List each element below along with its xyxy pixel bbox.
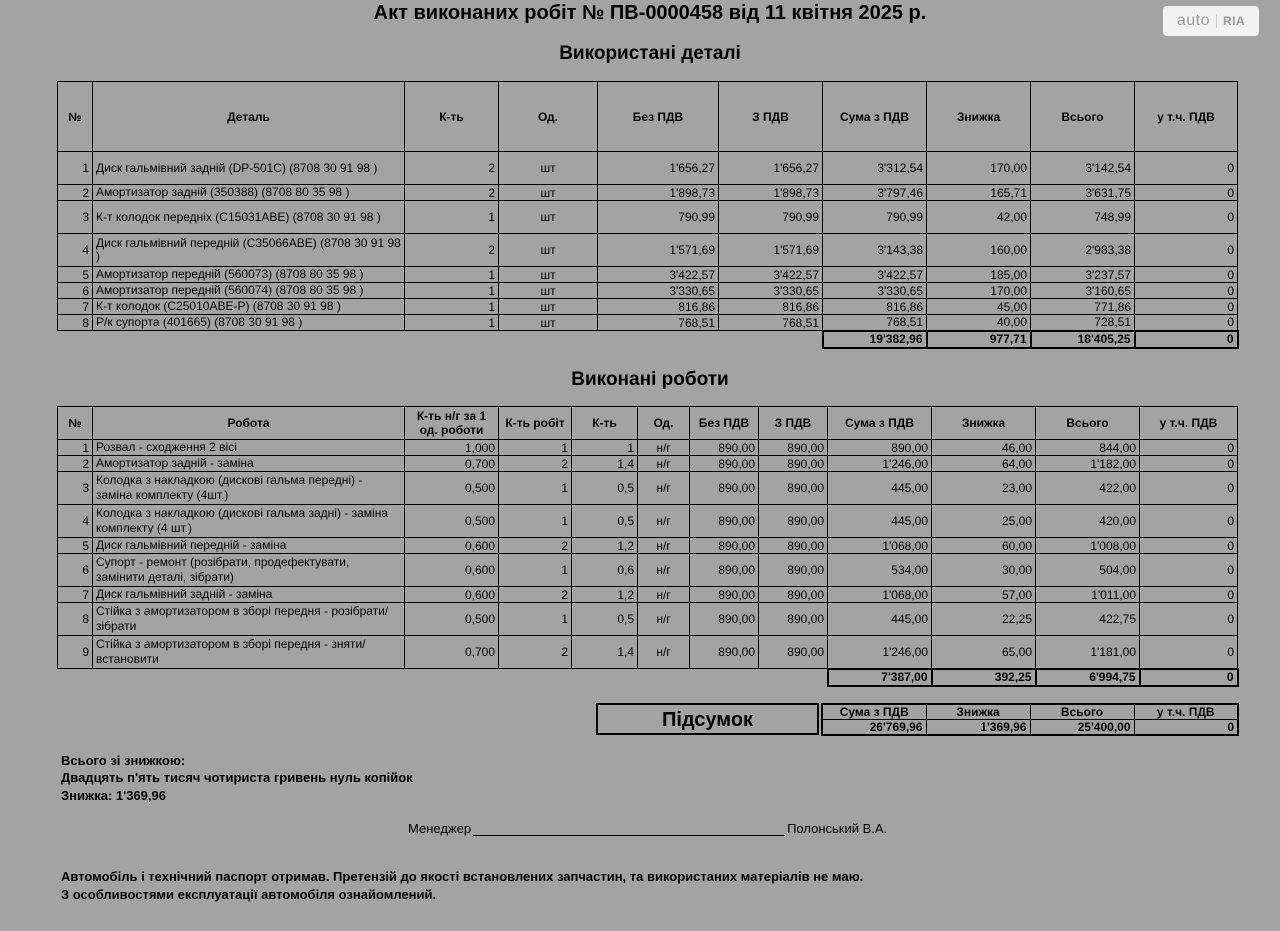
works-cell-total: 1'008,00 (1036, 538, 1140, 554)
works-totals-empty (58, 669, 93, 686)
works-cell-total: 1'181,00 (1036, 636, 1140, 669)
parts-cell-qty: 2 (405, 152, 499, 185)
works-cell-count: 2 (499, 587, 572, 603)
parts-cell-qty: 2 (405, 234, 499, 267)
works-col-header: З ПДВ (759, 407, 828, 440)
parts-cell-total: 2'983,38 (1031, 234, 1135, 267)
works-cell-total: 844,00 (1036, 440, 1140, 456)
works-cell-name: Колодка з накладкою (дискові гальма передні) - заміна комплекту (4шт.) (93, 472, 405, 505)
works-col-header: К-ть (572, 407, 638, 440)
works-cell-qty: 1,4 (572, 636, 638, 669)
works-cell-sum: 1'246,00 (828, 636, 932, 669)
works-row (58, 636, 1238, 669)
parts-cell-vat: 0 (1135, 299, 1238, 315)
works-cell-sum: 1'068,00 (828, 587, 932, 603)
parts-cell-unit: шт (499, 283, 598, 299)
parts-row (58, 234, 1238, 267)
works-cell-unit: н/г (638, 472, 690, 505)
works-cell-vat: 0 (1140, 603, 1238, 636)
works-cell-total: 504,00 (1036, 554, 1140, 587)
works-cell-net: 890,00 (690, 554, 759, 587)
parts-col-header: у т.ч. ПДВ (1135, 82, 1238, 152)
autoria-logo (1163, 6, 1259, 36)
works-cell-unit: н/г (638, 456, 690, 472)
works-cell-disc: 22,25 (932, 603, 1036, 636)
works-col-header: Робота (93, 407, 405, 440)
works-totals-empty (572, 669, 638, 686)
parts-cell-disc: 40,00 (927, 315, 1031, 331)
parts-cell-no: 7 (58, 299, 93, 315)
works-row (58, 456, 1238, 472)
works-cell-vat: 0 (1140, 554, 1238, 587)
works-cell-sum: 445,00 (828, 505, 932, 538)
parts-row (58, 201, 1238, 234)
works-cell-count: 1 (499, 472, 572, 505)
document-title: Акт виконаних робіт № ПВ-0000458 від 11 квітня 2025 р. (373, 2, 927, 24)
parts-cell-qty: 2 (405, 185, 499, 201)
works-col-header: К-ть н/г за 1 од. роботи (405, 407, 499, 440)
total-words: Двадцять п'ять тисяч чотириста гривень нуль копійок (61, 770, 413, 785)
works-col-header: Од. (638, 407, 690, 440)
works-col-header: Сума з ПДВ (828, 407, 932, 440)
parts-cell-disc: 45,00 (927, 299, 1031, 315)
works-cell-disc: 30,00 (932, 554, 1036, 587)
summary-vat: 0 (1134, 720, 1238, 736)
summary-sum: 26'769,96 (822, 720, 926, 736)
parts-cell-net: 1'898,73 (598, 185, 719, 201)
works-cell-gross: 890,00 (759, 538, 828, 554)
logo-ria: RIA (1216, 14, 1245, 28)
works-totals-empty (690, 669, 759, 686)
parts-cell-total: 3'237,57 (1031, 267, 1135, 283)
works-cell-name: Супорт - ремонт (розібрати, продефектувати, замінити деталі, зібрати) (93, 554, 405, 587)
works-row (58, 554, 1238, 587)
parts-cell-qty: 1 (405, 267, 499, 283)
works-totals-empty (759, 669, 828, 686)
summary-col-vat: у т.ч. ПДВ (1134, 704, 1238, 720)
works-cell-total: 1'011,00 (1036, 587, 1140, 603)
summary-table (821, 703, 1239, 736)
works-totals-row (58, 669, 1238, 686)
works-total-disc: 392,25 (932, 669, 1036, 686)
works-cell-norm: 0,700 (405, 456, 499, 472)
parts-totals-empty (93, 331, 405, 348)
parts-cell-name: Диск гальмівний передній (C35066ABE) (8708 30 91 98 ) (93, 234, 405, 267)
works-cell-no: 8 (58, 603, 93, 636)
parts-cell-qty: 1 (405, 315, 499, 331)
parts-cell-sum: 3'143,38 (823, 234, 927, 267)
works-cell-norm: 1,000 (405, 440, 499, 456)
works-cell-disc: 65,00 (932, 636, 1036, 669)
parts-cell-total: 3'631,75 (1031, 185, 1135, 201)
works-cell-unit: н/г (638, 603, 690, 636)
works-cell-name: Диск гальмівний задній - заміна (93, 587, 405, 603)
summary-disc: 1'369,96 (926, 720, 1030, 736)
parts-totals-empty (499, 331, 598, 348)
parts-cell-vat: 0 (1135, 283, 1238, 299)
logo-text: auto (1176, 12, 1210, 29)
works-cell-vat: 0 (1140, 505, 1238, 538)
works-cell-name: Стійка з амортизатором в зборі передня - розібрати/зібрати (93, 603, 405, 636)
works-cell-gross: 890,00 (759, 587, 828, 603)
works-cell-qty: 1,2 (572, 587, 638, 603)
works-total-vat: 0 (1140, 669, 1238, 686)
parts-cell-net: 3'422,57 (598, 267, 719, 283)
works-cell-unit: н/г (638, 440, 690, 456)
parts-cell-disc: 170,00 (927, 152, 1031, 185)
works-cell-disc: 46,00 (932, 440, 1036, 456)
parts-table (57, 81, 1239, 349)
summary-col-total: Всього (1030, 704, 1134, 720)
works-cell-disc: 64,00 (932, 456, 1036, 472)
works-cell-count: 2 (499, 636, 572, 669)
parts-cell-gross: 790,99 (719, 201, 823, 234)
parts-total-total: 18'405,25 (1031, 331, 1135, 348)
parts-row (58, 299, 1238, 315)
parts-col-header: Всього (1031, 82, 1135, 152)
parts-cell-name: Амортизатор передній (560073) (8708 80 35 98 ) (93, 267, 405, 283)
works-row (58, 505, 1238, 538)
parts-cell-disc: 185,00 (927, 267, 1031, 283)
works-cell-disc: 23,00 (932, 472, 1036, 505)
parts-cell-disc: 170,00 (927, 283, 1031, 299)
works-cell-gross: 890,00 (759, 505, 828, 538)
works-heading: Виконані роботи (571, 369, 729, 390)
parts-cell-total: 3'142,54 (1031, 152, 1135, 185)
works-cell-vat: 0 (1140, 456, 1238, 472)
parts-cell-no: 6 (58, 283, 93, 299)
works-cell-sum: 445,00 (828, 603, 932, 636)
works-total-sum: 7'387,00 (828, 669, 932, 686)
parts-cell-name: Р/к супорта (401665) (8708 30 91 98 ) (93, 315, 405, 331)
parts-cell-qty: 1 (405, 283, 499, 299)
parts-col-header: Знижка (927, 82, 1031, 152)
parts-cell-gross: 3'330,65 (719, 283, 823, 299)
parts-col-header: Без ПДВ (598, 82, 719, 152)
parts-total-vat: 0 (1135, 331, 1238, 348)
signature-line (473, 823, 785, 836)
parts-cell-total: 771,86 (1031, 299, 1135, 315)
works-cell-norm: 0,600 (405, 587, 499, 603)
works-cell-count: 1 (499, 505, 572, 538)
works-cell-no: 3 (58, 472, 93, 505)
works-cell-disc: 25,00 (932, 505, 1036, 538)
works-cell-norm: 0,600 (405, 554, 499, 587)
parts-cell-gross: 3'422,57 (719, 267, 823, 283)
works-cell-disc: 57,00 (932, 587, 1036, 603)
works-cell-no: 2 (58, 456, 93, 472)
parts-cell-no: 1 (58, 152, 93, 185)
works-cell-count: 1 (499, 440, 572, 456)
works-cell-no: 4 (58, 505, 93, 538)
works-cell-net: 890,00 (690, 603, 759, 636)
parts-cell-net: 1'571,69 (598, 234, 719, 267)
parts-cell-unit: шт (499, 201, 598, 234)
works-cell-no: 5 (58, 538, 93, 554)
parts-cell-sum: 3'797,46 (823, 185, 927, 201)
parts-cell-total: 3'160,65 (1031, 283, 1135, 299)
works-row (58, 538, 1238, 554)
parts-col-header: К-ть (405, 82, 499, 152)
works-cell-total: 1'182,00 (1036, 456, 1140, 472)
works-cell-name: Амортизатор задній - заміна (93, 456, 405, 472)
parts-cell-name: К-т колодок (C25010ABE-P) (8708 30 91 98 ) (93, 299, 405, 315)
parts-cell-net: 816,86 (598, 299, 719, 315)
works-cell-net: 890,00 (690, 587, 759, 603)
parts-totals-empty (58, 331, 93, 348)
works-cell-name: Диск гальмівний передній - заміна (93, 538, 405, 554)
works-cell-norm: 0,700 (405, 636, 499, 669)
works-row (58, 472, 1238, 505)
parts-heading: Використані деталі (559, 43, 741, 64)
works-cell-norm: 0,500 (405, 472, 499, 505)
works-cell-net: 890,00 (690, 472, 759, 505)
works-cell-sum: 534,00 (828, 554, 932, 587)
parts-cell-disc: 160,00 (927, 234, 1031, 267)
parts-cell-vat: 0 (1135, 152, 1238, 185)
parts-total-disc: 977,71 (927, 331, 1031, 348)
parts-cell-no: 3 (58, 201, 93, 234)
note-line-1: Автомобіль і технічний паспорт отримав. Претензій до якості встановлених запчастин, та використаних матеріалів не маю. (61, 869, 864, 884)
works-cell-count: 2 (499, 538, 572, 554)
parts-cell-vat: 0 (1135, 267, 1238, 283)
works-cell-no: 6 (58, 554, 93, 587)
parts-col-header: № (58, 82, 93, 152)
works-cell-count: 1 (499, 603, 572, 636)
summary-col-sum: Сума з ПДВ (822, 704, 926, 720)
parts-cell-name: Диск гальмівний задній (DP-501C) (8708 30 91 98 ) (93, 152, 405, 185)
works-cell-count: 2 (499, 456, 572, 472)
works-table (57, 406, 1239, 687)
parts-cell-name: К-т колодок передніх (C15031ABE) (8708 30 91 98 ) (93, 201, 405, 234)
parts-cell-qty: 1 (405, 201, 499, 234)
works-cell-unit: н/г (638, 587, 690, 603)
works-cell-qty: 1,4 (572, 456, 638, 472)
works-header-row (58, 407, 1238, 440)
manager-name: Полонський В.А. (787, 821, 888, 836)
works-col-header: Без ПДВ (690, 407, 759, 440)
parts-cell-sum: 790,99 (823, 201, 927, 234)
works-cell-gross: 890,00 (759, 554, 828, 587)
parts-cell-name: Амортизатор передній (560074) (8708 80 35 98 ) (93, 283, 405, 299)
parts-cell-unit: шт (499, 299, 598, 315)
parts-cell-no: 4 (58, 234, 93, 267)
works-row (58, 440, 1238, 456)
works-totals-empty (638, 669, 690, 686)
works-cell-net: 890,00 (690, 440, 759, 456)
works-cell-unit: н/г (638, 636, 690, 669)
note-line-2: З особливостями експлуатації автомобіля ознайомлений. (61, 887, 437, 902)
parts-row (58, 152, 1238, 185)
works-cell-sum: 890,00 (828, 440, 932, 456)
works-cell-qty: 1,2 (572, 538, 638, 554)
parts-cell-unit: шт (499, 315, 598, 331)
summary-total: 25'400,00 (1030, 720, 1134, 736)
parts-cell-sum: 3'312,54 (823, 152, 927, 185)
parts-cell-disc: 165,71 (927, 185, 1031, 201)
parts-cell-sum: 768,51 (823, 315, 927, 331)
works-cell-net: 890,00 (690, 505, 759, 538)
works-cell-sum: 1'246,00 (828, 456, 932, 472)
total-label: Всього зі знижкою: (61, 753, 186, 768)
works-col-header: Знижка (932, 407, 1036, 440)
parts-cell-gross: 1'656,27 (719, 152, 823, 185)
works-cell-sum: 1'068,00 (828, 538, 932, 554)
parts-cell-total: 748,99 (1031, 201, 1135, 234)
works-total-total: 6'994,75 (1036, 669, 1140, 686)
parts-cell-unit: шт (499, 152, 598, 185)
parts-cell-vat: 0 (1135, 234, 1238, 267)
works-cell-gross: 890,00 (759, 603, 828, 636)
works-cell-qty: 0,5 (572, 505, 638, 538)
parts-cell-sum: 3'330,65 (823, 283, 927, 299)
parts-cell-net: 1'656,27 (598, 152, 719, 185)
manager-signature (408, 821, 887, 836)
works-cell-gross: 890,00 (759, 636, 828, 669)
works-col-header: Всього (1036, 407, 1140, 440)
works-cell-disc: 60,00 (932, 538, 1036, 554)
parts-cell-vat: 0 (1135, 315, 1238, 331)
works-cell-norm: 0,600 (405, 538, 499, 554)
parts-col-header: Сума з ПДВ (823, 82, 927, 152)
works-cell-name: Розвал - сходження 2 вісі (93, 440, 405, 456)
works-cell-vat: 0 (1140, 472, 1238, 505)
parts-col-header: З ПДВ (719, 82, 823, 152)
parts-row (58, 267, 1238, 283)
works-cell-gross: 890,00 (759, 472, 828, 505)
parts-cell-no: 8 (58, 315, 93, 331)
parts-header-row (58, 82, 1238, 152)
parts-cell-vat: 0 (1135, 185, 1238, 201)
works-col-header: у т.ч. ПДВ (1140, 407, 1238, 440)
works-cell-vat: 0 (1140, 636, 1238, 669)
parts-row (58, 185, 1238, 201)
works-cell-count: 1 (499, 554, 572, 587)
parts-total-sum: 19'382,96 (823, 331, 927, 348)
parts-totals-empty (598, 331, 719, 348)
works-cell-no: 7 (58, 587, 93, 603)
works-cell-norm: 0,500 (405, 505, 499, 538)
works-cell-no: 9 (58, 636, 93, 669)
parts-cell-name: Амортизатор задній (350388) (8708 80 35 98 ) (93, 185, 405, 201)
summary-label: Підсумок (596, 703, 819, 735)
works-cell-net: 890,00 (690, 456, 759, 472)
parts-cell-total: 728,51 (1031, 315, 1135, 331)
works-cell-net: 890,00 (690, 538, 759, 554)
works-cell-vat: 0 (1140, 587, 1238, 603)
works-cell-vat: 0 (1140, 440, 1238, 456)
parts-cell-gross: 1'571,69 (719, 234, 823, 267)
works-cell-unit: н/г (638, 554, 690, 587)
parts-totals-empty (719, 331, 823, 348)
parts-cell-no: 5 (58, 267, 93, 283)
parts-cell-gross: 816,86 (719, 299, 823, 315)
parts-row (58, 283, 1238, 299)
parts-cell-gross: 768,51 (719, 315, 823, 331)
works-row (58, 587, 1238, 603)
manager-label: Менеджер (408, 821, 472, 836)
works-cell-qty: 0,5 (572, 472, 638, 505)
works-row (58, 603, 1238, 636)
parts-cell-net: 3'330,65 (598, 283, 719, 299)
parts-cell-sum: 816,86 (823, 299, 927, 315)
works-col-header: К-ть робіт (499, 407, 572, 440)
works-cell-vat: 0 (1140, 538, 1238, 554)
parts-cell-disc: 42,00 (927, 201, 1031, 234)
parts-col-header: Од. (499, 82, 598, 152)
works-cell-norm: 0,500 (405, 603, 499, 636)
works-totals-empty (93, 669, 405, 686)
works-totals-empty (405, 669, 499, 686)
parts-cell-sum: 3'422,57 (823, 267, 927, 283)
works-cell-total: 422,75 (1036, 603, 1140, 636)
works-cell-sum: 445,00 (828, 472, 932, 505)
parts-cell-net: 768,51 (598, 315, 719, 331)
works-cell-no: 1 (58, 440, 93, 456)
parts-cell-unit: шт (499, 185, 598, 201)
parts-cell-no: 2 (58, 185, 93, 201)
works-cell-gross: 890,00 (759, 440, 828, 456)
parts-cell-gross: 1'898,73 (719, 185, 823, 201)
discount-line: Знижка: 1'369,96 (61, 788, 166, 803)
works-cell-qty: 0,6 (572, 554, 638, 587)
works-cell-total: 422,00 (1036, 472, 1140, 505)
works-cell-name: Стійка з амортизатором в зборі передня - зняти/встановити (93, 636, 405, 669)
parts-cell-net: 790,99 (598, 201, 719, 234)
works-cell-total: 420,00 (1036, 505, 1140, 538)
works-cell-qty: 1 (572, 440, 638, 456)
works-cell-unit: н/г (638, 505, 690, 538)
parts-totals-row (58, 331, 1238, 348)
works-cell-net: 890,00 (690, 636, 759, 669)
parts-totals-empty (405, 331, 499, 348)
parts-cell-vat: 0 (1135, 201, 1238, 234)
parts-cell-qty: 1 (405, 299, 499, 315)
works-col-header: № (58, 407, 93, 440)
works-cell-name: Колодка з накладкою (дискові гальма задні) - заміна комплекту (4 шт.) (93, 505, 405, 538)
summary-col-disc: Знижка (926, 704, 1030, 720)
parts-cell-unit: шт (499, 234, 598, 267)
works-cell-qty: 0,5 (572, 603, 638, 636)
works-cell-unit: н/г (638, 538, 690, 554)
works-totals-empty (499, 669, 572, 686)
parts-row (58, 315, 1238, 331)
parts-col-header: Деталь (93, 82, 405, 152)
works-cell-gross: 890,00 (759, 456, 828, 472)
parts-cell-unit: шт (499, 267, 598, 283)
